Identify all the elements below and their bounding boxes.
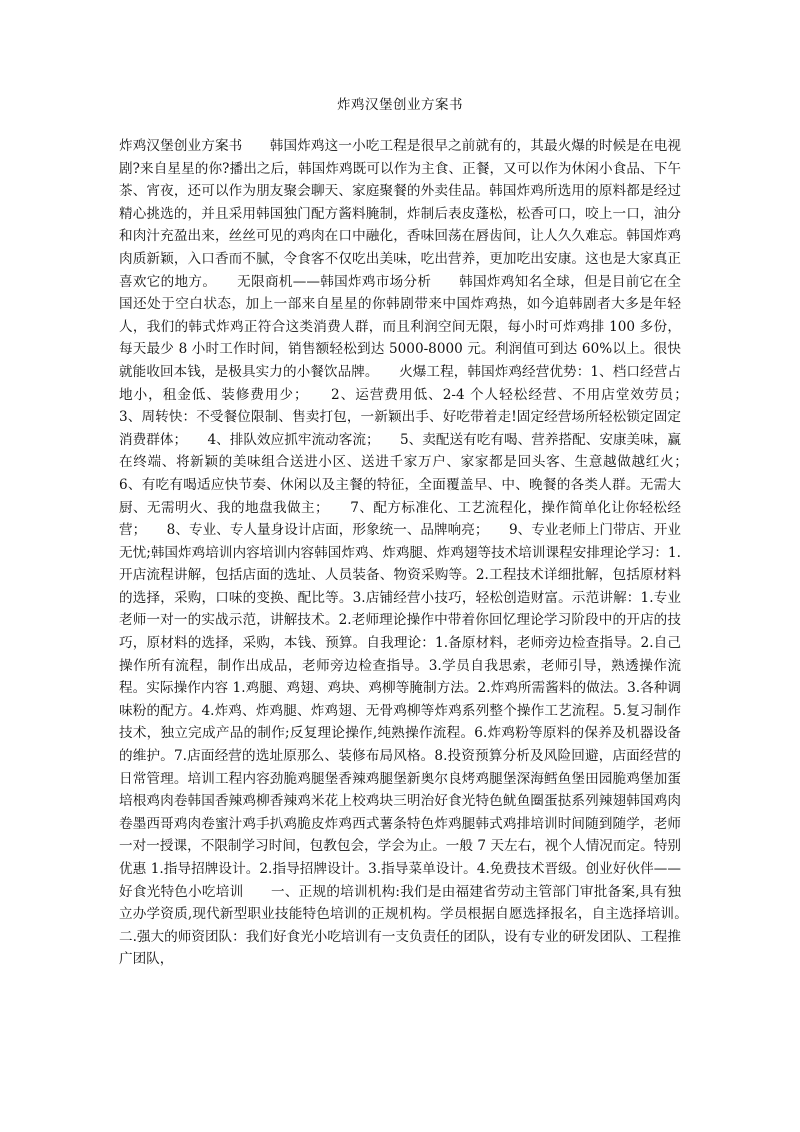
document-body-text: 炸鸡汉堡创业方案书 韩国炸鸡这一小吃工程是很早之前就有的，其最火爆的时候是在电视剧?来自星星的你?播出之后，韩国炸鸡既可以作为主食、正餐，又可以作为休闲小食品、下午茶、宵夜，还可以作为朋友聚会聊天、家庭聚餐的外卖佳品。韩国炸鸡所选用的原料都是经过精心挑选的，并且采用韩国独门配方酱料腌制，炸制后表皮蓬松，松香可口，咬上一口，油分和肉汁充盈出来，丝丝可见的鸡肉在口中融化，香味回荡在唇齿间，让人久久难忘。韩国炸鸡肉质新颖，入口香而不腻，令食客不仅吃出美味，吃出营养，更加吃出安康。这也是大家真正喜欢它的地方。 无限商机——韩国炸鸡市场分析 韩国炸鸡知名全球，但是目前它在全国还处于空白状态，加上一部来自星星的你韩剧带来中国炸鸡热，如今追韩剧者大多是年轻人，我们的韩式炸鸡正符合这类消费人群，而且利润空间无限，每小时可炸鸡排 100 多份，每天最少 8 小时工作时间，销售额轻松到达 5000-8000 元。利润值可到达 60%以上。很快就能收回本钱，是极具实力的小餐饮品牌。 火爆工程，韩国炸鸡经营优势：1、档口经营占地小，租金低、装修费用少； 2、运营费用低、2-4 个人轻松经营、不用店堂效劳员； 3、周转快：不受餐位限制、售卖打包，一新颖出手、好吃带着走!固定经营场所轻松锁定固定消费群体； 4、排队效应抓牢流动客流； 5、卖配送有吃有喝、营养搭配、安康美味，赢在终端、将新颖的美味组合送进小区、送进千家万户、家家都是回头客、生意越做越红火； 6、有吃有喝适应快节奏、休闲以及主餐的特征，全面覆盖早、中、晚餐的各类人群。无需大厨、无需明火、我的地盘我做主； 7、配方标准化、工艺流程化，操作简单化让你轻松经营； 8、专业、专人量身设计店面，形象统一、品牌响亮； 9、专业老师上门带店、开业无忧;韩国炸鸡培训内容培训内容韩国炸鸡、炸鸡腿、炸鸡翅等技术培训课程安排理论学习：1.开店流程讲解，包括店面的选址、人员装备、物资采购等。2.工程技术详细批解，包括原材料的选择，采购，口味的变换、配比等。3.店铺经营小技巧，轻松创造财富。示范讲解：1.专业老师一对一的实战示范，讲解技术。2.老师理论操作中带着你回忆理论学习阶段中的开店的技巧，原材料的选择，采购，本钱、预算。自我理论：1.备原材料，老师旁边检查指导。2.自己操作所有流程，制作出成品，老师旁边检查指导。3.学员自我思索，老师引导，熟透操作流程。实际操作内容 1.鸡腿、鸡翅、鸡块、鸡柳等腌制方法。2.炸鸡所需酱料的做法。3.各种调味粉的配方。4.炸鸡、炸鸡腿、炸鸡翅、无骨鸡柳等炸鸡系列整个操作工艺流程。5.复习制作技术，独立完成产品的制作;反复理论操作,纯熟操作流程。6.炸鸡粉等原料的保养及机器设备的维护。7.店面经营的选址原那么、装修布局风格。8.投资预算分析及风险回避，店面经营的日常管理。培训工程内容劲脆鸡腿堡香辣鸡腿堡新奥尔良烤鸡腿堡深海鳕鱼堡田园脆鸡堡加蛋培根鸡肉卷韩国香辣鸡柳香辣鸡米花上校鸡块三明治好食光特色鱿鱼圈蛋挞系列辣翅韩国鸡肉卷墨西哥鸡肉卷蜜汁鸡手扒鸡脆皮炸鸡西式薯条特色炸鸡腿韩式鸡排培训时间随到随学，老师一对一授课，不限制学习时间，包教包会，学会为止。一般 7 天左右，视个人情况而定。特别优惠 1.指导招牌设计。2.指导招牌设计。3.指导菜单设计。4.免费技术晋级。创业好伙伴——好食光特色小吃培训 一、正规的培训机构:我们是由福建省劳动主管部门审批备案,具有独立办学资质,现代新型职业技能特色培训的正规机构。学员根据自愿选择报名，自主选择培训。 二.强大的师资团队：我们好食光小吃培训有一支负责任的团队，设有专业的研发团队、工程推广团队，	[119, 138, 709, 968]
document-title: 炸鸡汉堡创业方案书	[337, 97, 463, 113]
